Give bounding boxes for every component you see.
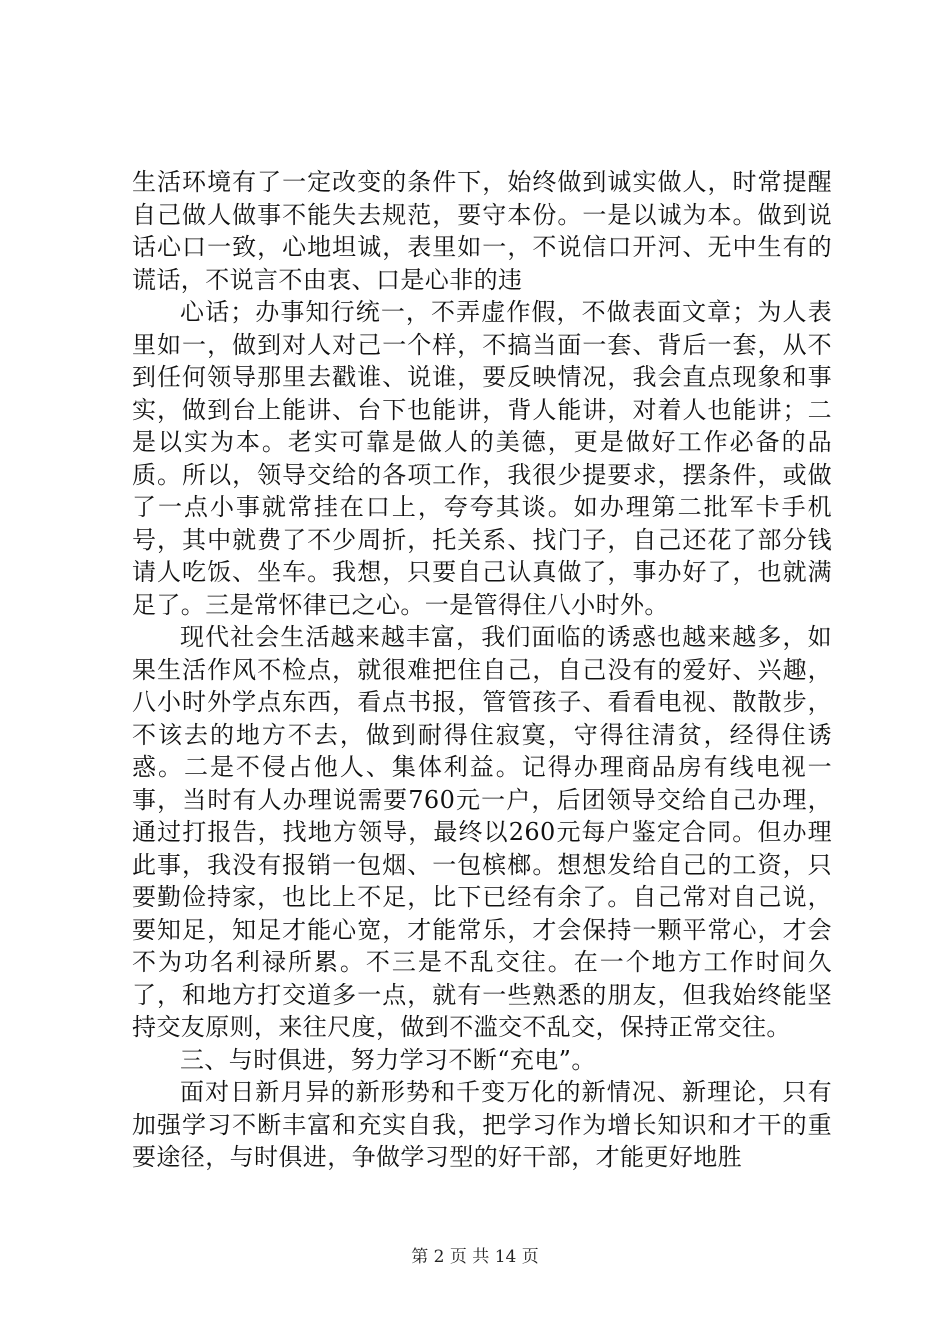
paragraph-3: 现代社会生活越来越丰富，我们面临的诱惑也越来越多，如果生活作风不检点，就很难把住自己，自己没有的爱好、兴趣，八小时外学点东西，看点书报，管管孩子、看看电视、散散步，不该去的地方不去，做到耐得住寂寞，守得往清贫，经得住诱惑。二是不侵占他人、集体利益。记得办理商品房有线电视一事，当时有人办理说需要760元一户，后团领导交给自己办理，通过打报告，找地方领导，最终以260元每户鉴定合同。但办理此事，我没有报销一包烟、一包槟榔。想想发给自己的工资，只要勤俭持家，也比上不足，比下已经有余了。自己常对自己说，要知足，知足才能心宽，才能常乐，才会保持一颗平常心，才会不为功名利禄所累。不三是不乱交往。在一个地方工作时间久了，和地方打交道多一点，就有一些熟悉的朋友，但我始终能坚持交友原则，来往尺度，做到不滥交不乱交，保持正常交往。 [132, 623, 832, 1041]
section-heading: 三、与时俱进，努力学习不断“充电”。 [180, 1045, 596, 1074]
page-number-footer: 第 2 页 共 14 页 [411, 1247, 539, 1267]
paragraph-2: 心话；办事知行统一，不弄虚作假，不做表面文章；为人表里如一，做到对人对己一个样，不搞当面一套、背后一套，从不到任何领导那里去戳谁、说谁，要反映情况，我会直点现象和事实，做到台上能讲、台下也能讲，背人能讲，对着人也能讲；二是以实为本。老实可靠是做人的美德，更是做好工作必备的品质。所以，领导交给的各项工作，我很少提要求，摆条件，或做了一点小事就常挂在口上，夸夸其谈。如办理第二批军卡手机号，其中就费了不少周折，托关系、找门子，自己还花了部分钱请人吃饭、坐车。我想，只要自己认真做了，事办好了，也就满足了。三是常怀律已之心。一是管得住八小时外。 [132, 298, 832, 619]
document-body [132, 166, 832, 1174]
paragraph-1: 生活环境有了一定改变的条件下，始终做到诚实做人，时常提醒自己做人做事不能失去规范，要守本份。一是以诚为本。做到说话心口一致，心地坦诚，表里如一，不说信口开河、无中生有的谎话，不说言不由衷、口是心非的违 [132, 168, 832, 294]
paragraph-4: 面对日新月异的新形势和千变万化的新情况、新理论，只有加强学习不断丰富和充实自我，把学习作为增长知识和才干的重要途径，与时俱进，争做学习型的好干部，才能更好地胜 [132, 1078, 832, 1171]
